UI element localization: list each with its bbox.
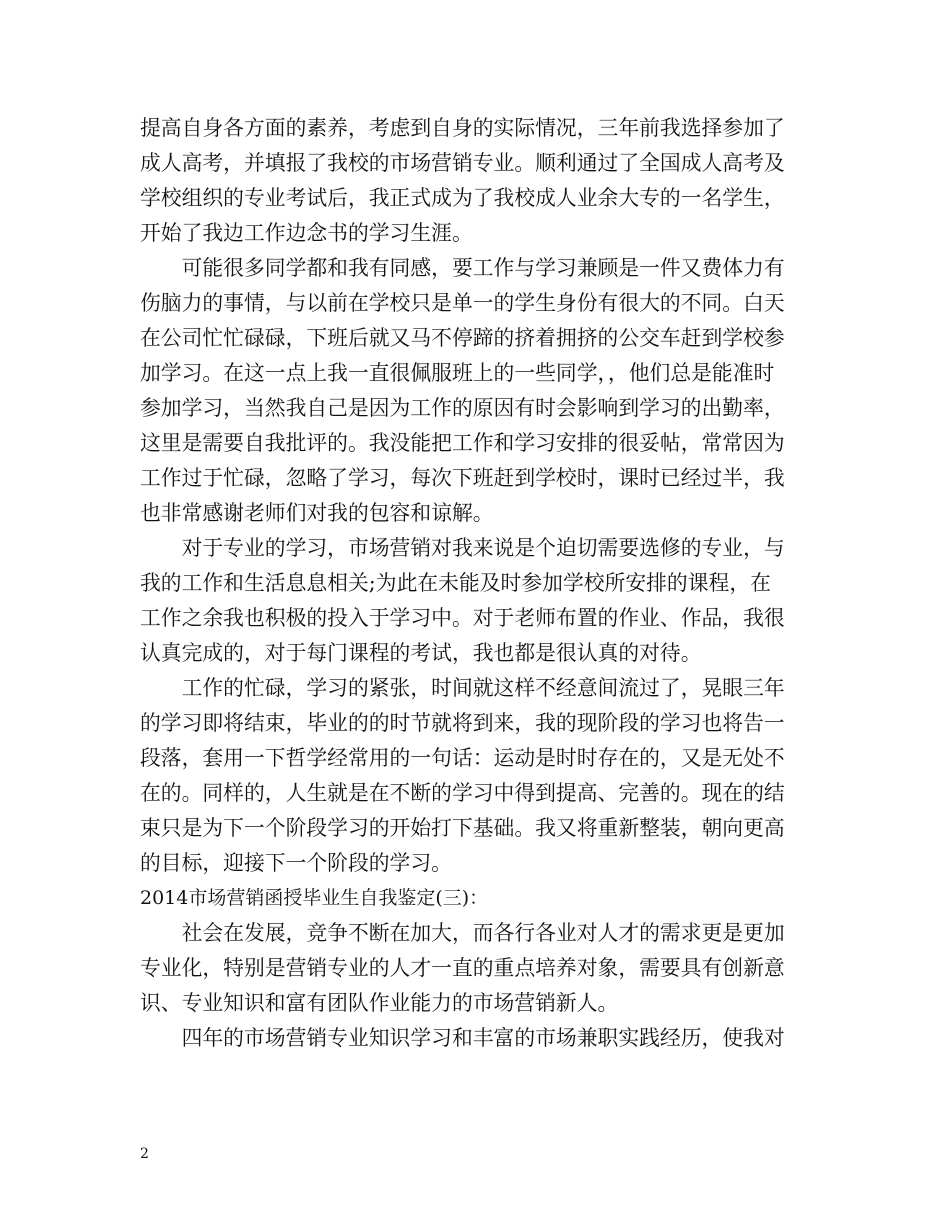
- section-heading: 2014市场营销函授毕业生自我鉴定(三)：: [140, 887, 489, 909]
- text-line: 工作的忙碌，学习的紧张，时间就这样不经意间流过了，晃眼三年: [140, 676, 785, 700]
- text-line: 工作之余我也积极的投入于学习中。对于老师布置的作业、作品，我很: [140, 606, 785, 630]
- document-body: [140, 111, 816, 1056]
- text-line: 的目标，迎接下一个阶段的学习。: [140, 851, 452, 875]
- text-line: 伤脑力的事情，与以前在学校只是单一的学生身份有很大的不同。白天: [140, 291, 785, 315]
- text-line: 参加学习，当然我自己是因为工作的原因有时会影响到学习的出勤率，: [140, 396, 785, 420]
- text-line: 这里是需要自我批评的。我没能把工作和学习安排的很妥帖，常常因为: [140, 431, 785, 455]
- text-line: 也非常感谢老师们对我的包容和谅解。: [140, 501, 494, 525]
- text-line: 段落，套用一下哲学经常用的一句话：运动是时时存在的，又是无处不: [140, 746, 785, 770]
- text-line: 束只是为下一个阶段学习的开始打下基础。我又将重新整装，朝向更高: [140, 816, 785, 840]
- text-line: 工作过于忙碌，忽略了学习，每次下班赶到学校时，课时已经过半，我: [140, 466, 785, 490]
- text-line: 可能很多同学都和我有同感，要工作与学习兼顾是一件又费体力有: [140, 256, 785, 280]
- text-line: 在的。同样的，人生就是在不断的学习中得到提高、完善的。现在的结: [140, 781, 785, 805]
- text-line: 的学习即将结束，毕业的的时节就将到来，我的现阶段的学习也将告一: [140, 711, 785, 735]
- page-number: 2: [140, 1146, 149, 1162]
- text-line: 提高自身各方面的素养，考虑到自身的实际情况，三年前我选择参加了: [140, 116, 785, 140]
- text-line: 我的工作和生活息息相关;为此在未能及时参加学校所安排的课程，在: [140, 571, 771, 595]
- text-line: 认真完成的，对于每门课程的考试，我也都是很认真的对待。: [140, 641, 702, 665]
- text-line: 对于专业的学习，市场营销对我来说是个迫切需要选修的专业，与: [140, 536, 785, 560]
- text-line: 在公司忙忙碌碌，下班后就又马不停蹄的挤着拥挤的公交车赶到学校参: [140, 326, 785, 350]
- text-line: 识、专业知识和富有团队作业能力的市场营销新人。: [140, 991, 619, 1015]
- text-line: 社会在发展，竞争不断在加大，而各行各业对人才的需求更是更加: [140, 921, 785, 945]
- text-line: 专业化，特别是营销专业的人才一直的重点培养对象，需要具有创新意: [140, 956, 785, 980]
- text-line: 加学习。在这一点上我一直很佩服班上的一些同学，，他们总是能准时: [140, 361, 775, 385]
- text-line: 四年的市场营销专业知识学习和丰富的市场兼职实践经历，使我对: [140, 1026, 785, 1050]
- text-line: 开始了我边工作边念书的学习生涯。: [140, 221, 473, 245]
- text-line: 成人高考，并填报了我校的市场营销专业。顺利通过了全国成人高考及: [140, 151, 785, 175]
- text-line: 学校组织的专业考试后，我正式成为了我校成人业余大专的一名学生，: [140, 186, 785, 210]
